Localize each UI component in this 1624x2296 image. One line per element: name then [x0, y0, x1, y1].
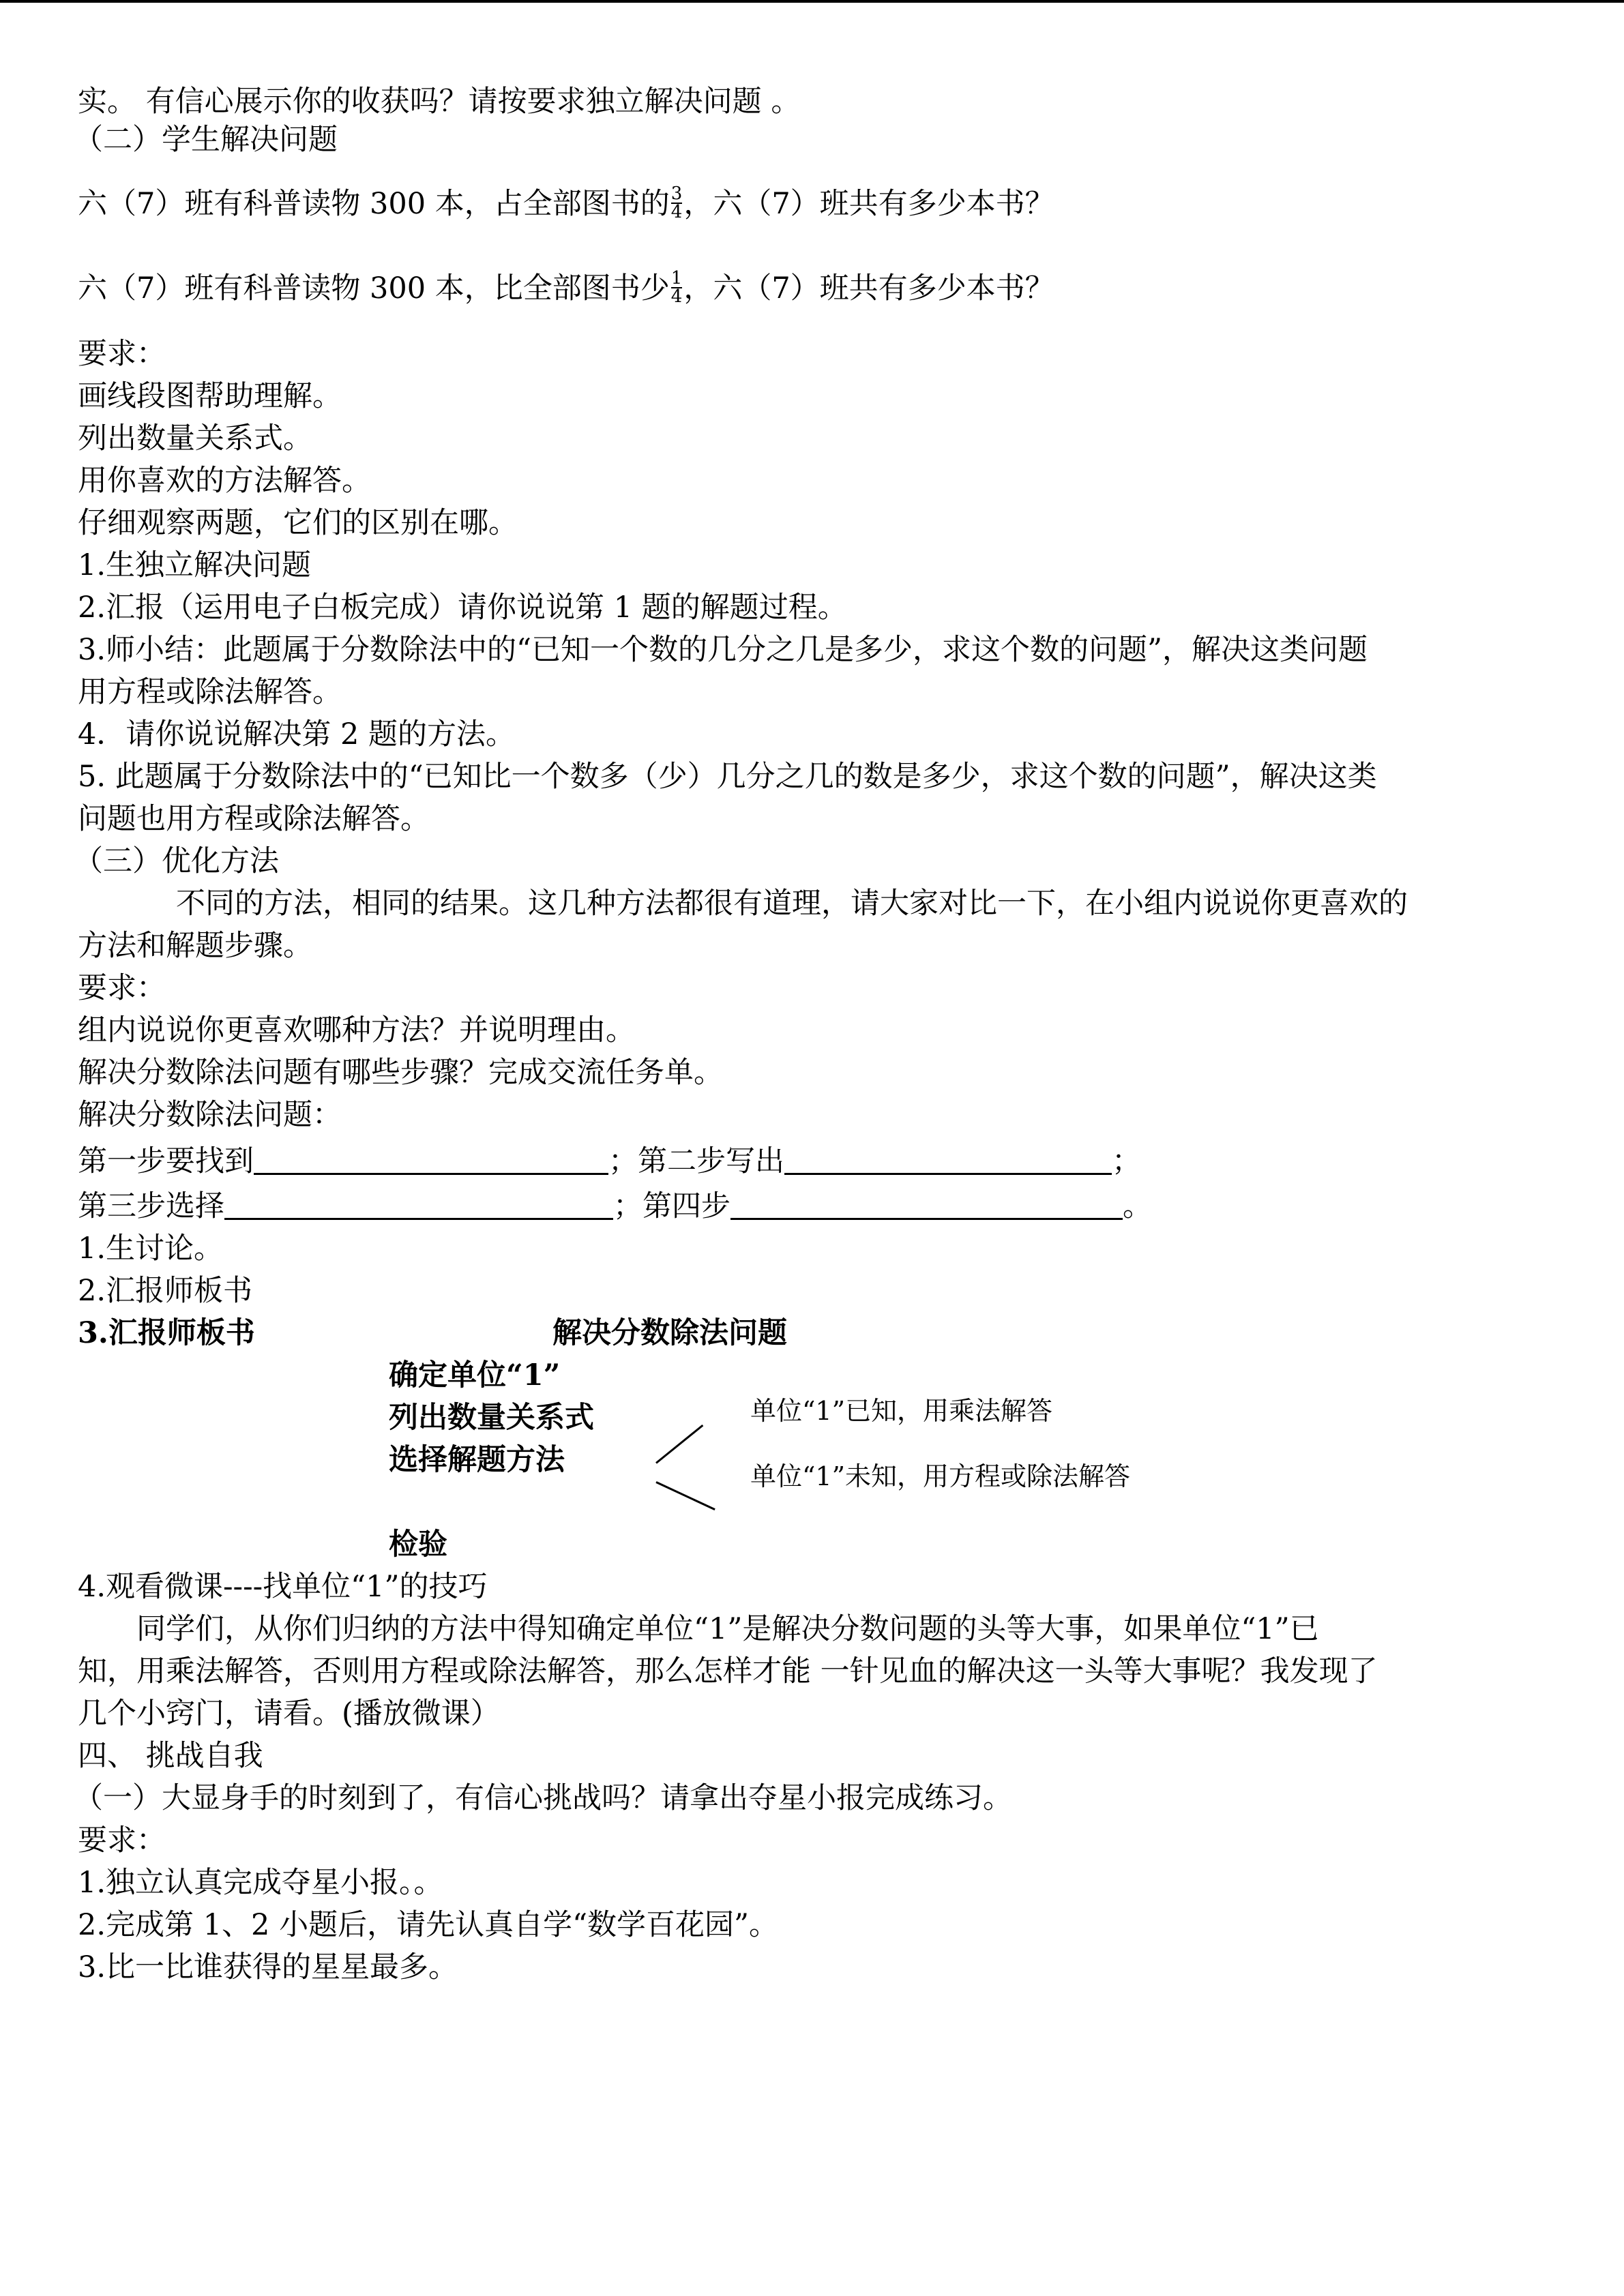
requirements-title: 要求： — [78, 337, 166, 371]
requirement-item: 1.独立认真完成夺星小报。。 — [78, 1866, 443, 1900]
task-title: 解决分数除法问题： — [78, 1098, 342, 1132]
requirement-item: 组内说说你更喜欢哪种方法？并说明理由。 — [78, 1013, 635, 1047]
board-label: 3.汇报师板书 — [78, 1316, 255, 1350]
optimize-paragraph: 方法和解题步骤。 — [78, 929, 312, 963]
board-item: 选择解题方法 — [389, 1443, 565, 1477]
branch-line-up — [655, 1425, 703, 1464]
step-line: 1.生独立解决问题 — [78, 548, 312, 582]
step-line: 用方程或除法解答。 — [78, 675, 342, 709]
report-line: 2.汇报师板书 — [78, 1274, 253, 1308]
board-item: 确定单位“1” — [389, 1358, 561, 1392]
micro-paragraph: 知，用乘法解答，否则用方程或除法解答，那么怎样才能 一针见血的解决这一头等大事呢？我发现了 — [78, 1654, 1378, 1688]
section-3-title: （三）优化方法 — [74, 844, 279, 878]
branch-unknown: 单位“1”未知，用方程或除法解答 — [750, 1461, 1131, 1491]
fraction-one-quarter: $\frac{1}{4}$ — [670, 268, 683, 307]
board-title: 解决分数除法问题 — [552, 1316, 787, 1350]
requirement-item: 3.比一比谁获得的星星最多。 — [78, 1950, 458, 1984]
step-line: 问题也用方程或除法解答。 — [78, 802, 430, 836]
step-line: 5. 此题属于分数除法中的“已知比一个数多（少）几分之几的数是多少，求这个数的问题”，解决这类 — [78, 760, 1377, 794]
challenge-line: （一）大显身手的时刻到了，有信心挑战吗？请拿出夺星小报完成练习。 — [74, 1781, 1012, 1815]
discussion-line: 1.生讨论。 — [78, 1232, 224, 1266]
requirement-item: 画线段图帮助理解。 — [78, 379, 342, 413]
fraction-three-quarters: $\frac{3}{4}$ — [670, 183, 683, 222]
intro-line: 实。 有信心展示你的收获吗？请按要求独立解决问题 。 — [78, 85, 801, 119]
top-border-line — [0, 0, 1624, 3]
branch-line-down — [655, 1481, 715, 1510]
requirements-title-2: 要求： — [78, 971, 166, 1005]
step-line: 4．请你说说解决第 2 题的方法。 — [78, 717, 516, 751]
task-line-2: 第三步选择 ；第四步 。 — [78, 1189, 1152, 1223]
requirement-item: 列出数量关系式。 — [78, 421, 312, 456]
step-line: 3.师小结：此题属于分数除法中的“已知一个数的几分之几是多少，求这个数的问题”，解决这类问题 — [78, 633, 1368, 667]
micro-paragraph: 几个小窍门，请看。(播放微课） — [78, 1697, 500, 1731]
requirements-title-3: 要求： — [78, 1823, 166, 1858]
requirement-item: 用你喜欢的方法解答。 — [78, 464, 371, 498]
requirement-item: 2.完成第 1、2 小题后，请先认真自学“数学百花园”。 — [78, 1908, 779, 1942]
branch-known: 单位“1”已知，用乘法解答 — [750, 1396, 1053, 1426]
step-line: 2.汇报（运用电子白板完成）请你说说第 1 题的解题过程。 — [78, 591, 847, 625]
section-4-title: 四、 挑战自我 — [78, 1739, 263, 1773]
problem-1: 六（7）班有科普读物 300 本，占全部图书的 $\frac{3}{4}$ ，六（7）班共有多少本书？ — [78, 183, 1054, 222]
blank-step-4[interactable] — [730, 1191, 1123, 1220]
optimize-paragraph: 不同的方法，相同的结果。这几种方法都很有道理，请大家对比一下，在小组内说说你更喜欢的 — [176, 886, 1408, 921]
blank-step-3[interactable] — [224, 1191, 613, 1220]
board-item: 列出数量关系式 — [389, 1401, 594, 1435]
requirement-item: 仔细观察两题，它们的区别在哪。 — [78, 506, 518, 540]
requirement-item: 解决分数除法问题有哪些步骤？完成交流任务单。 — [78, 1056, 723, 1090]
micro-lesson-title: 4.观看微课----找单位“1”的技巧 — [78, 1570, 488, 1604]
micro-paragraph: 同学们，从你们归纳的方法中得知确定单位“1”是解决分数问题的头等大事，如果单位“1”已 — [136, 1612, 1319, 1646]
section-2-title: （二）学生解决问题 — [74, 123, 338, 157]
task-line-1: 第一步要找到 ；第二步写出 ； — [78, 1144, 1141, 1178]
problem-2: 六（7）班有科普读物 300 本，比全部图书少 $\frac{1}{4}$ ，六（7）班共有多少本书？ — [78, 268, 1054, 307]
blank-step-1[interactable] — [254, 1146, 608, 1175]
board-check: 检验 — [389, 1527, 447, 1562]
blank-step-2[interactable] — [784, 1146, 1112, 1175]
